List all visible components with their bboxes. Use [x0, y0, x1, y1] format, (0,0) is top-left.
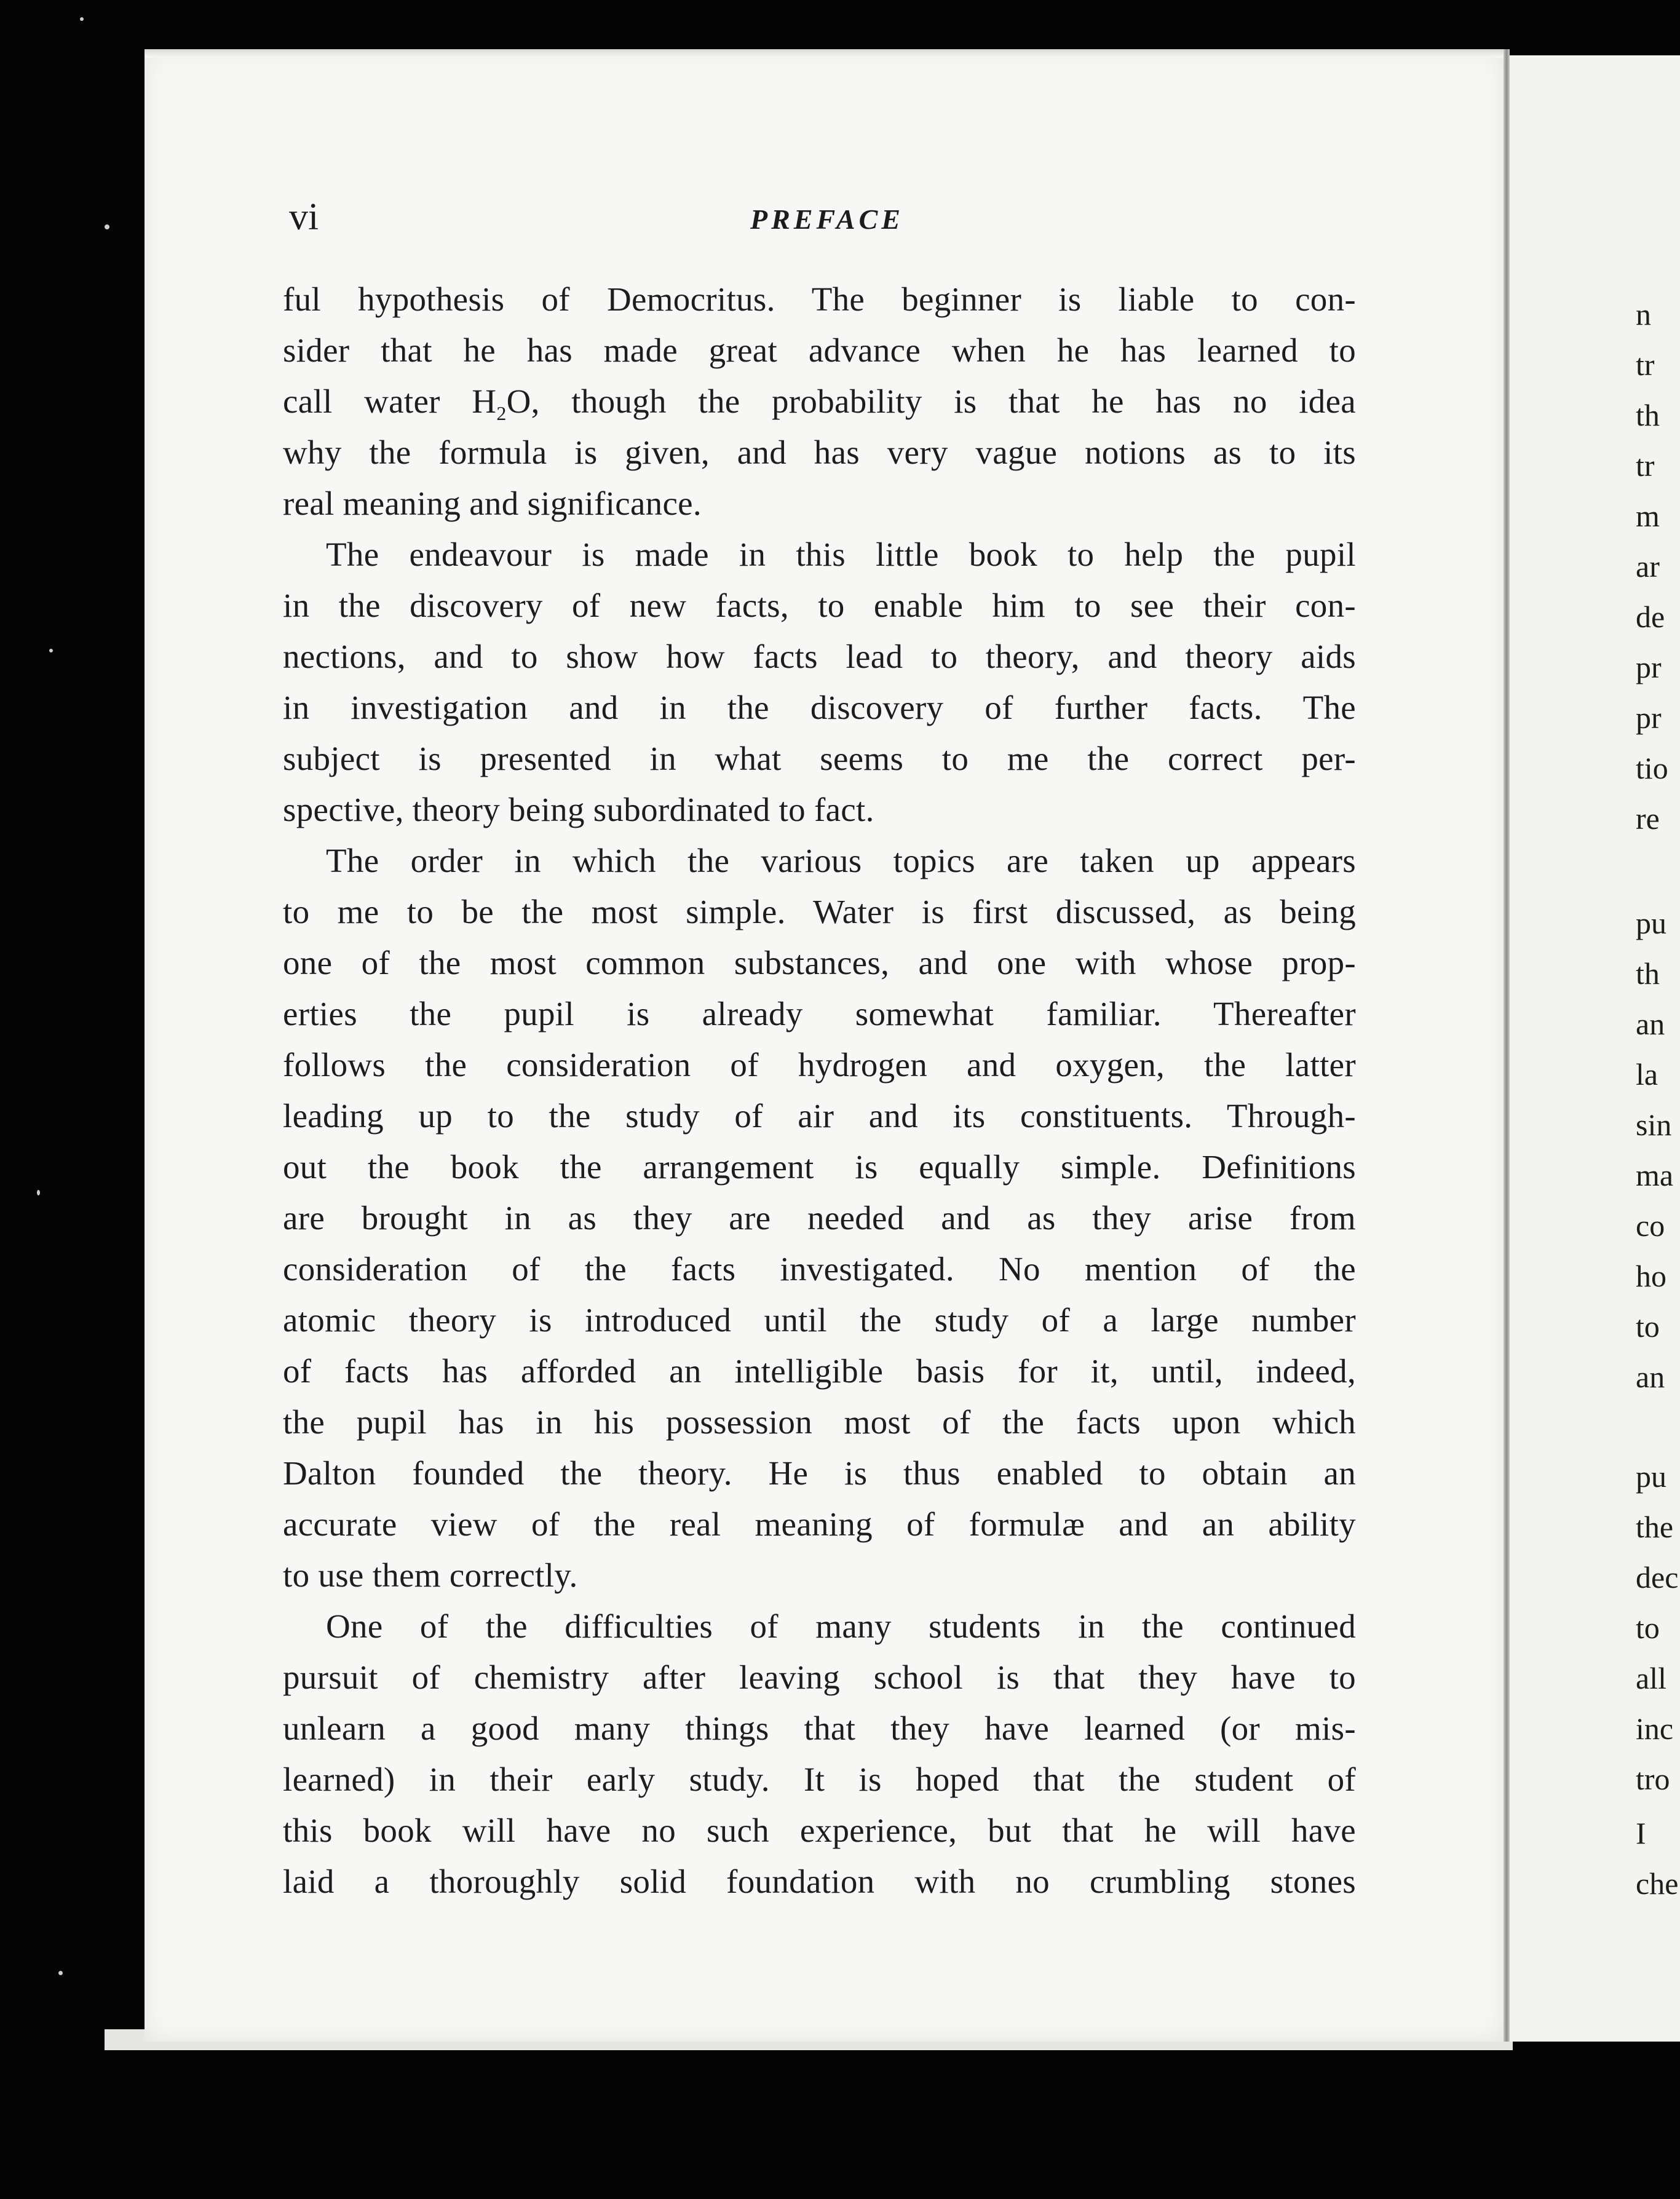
text-line: in investigation and in the discovery of further facts. The — [283, 689, 1356, 726]
right-fragment: pr — [1636, 700, 1662, 735]
formula-rest: O, though the probability is that he has no idea — [506, 382, 1356, 420]
right-fragment: co — [1636, 1208, 1665, 1243]
scan-speck — [49, 649, 53, 652]
text-line: leading up to the study of air and its constituents. Through- — [283, 1097, 1356, 1135]
text-line: to me to be the most simple. Water is first discussed, as being — [283, 893, 1356, 930]
right-fragment: inc — [1636, 1711, 1674, 1746]
paragraph-4 — [283, 1601, 1356, 1907]
text-line: consideration of the facts investigated. No mention of the — [283, 1250, 1356, 1288]
text-line: spective, theory being subordinated to fact. — [283, 791, 874, 828]
paragraph-1 — [283, 274, 1356, 529]
right-fragment: pr — [1636, 650, 1662, 684]
right-fragment: pu — [1636, 1459, 1666, 1494]
text-line: follows the consideration of hydrogen and oxygen, the latter — [283, 1046, 1356, 1084]
right-fragment: ar — [1636, 549, 1660, 584]
scan-speck — [105, 224, 109, 229]
right-fragment: re — [1636, 801, 1660, 836]
paragraph-3 — [283, 835, 1356, 1601]
text-line-with-formula — [283, 376, 1356, 427]
text-line: why the formula is given, and has very vague notions as to its — [283, 434, 1356, 471]
text-line: this book will have no such experience, but that he will have — [283, 1812, 1356, 1849]
book-gutter — [1504, 49, 1510, 2042]
text-line: pursuit of chemistry after leaving school is that they have to — [283, 1658, 1356, 1696]
right-fragment: th — [1636, 398, 1660, 432]
text-line: out the book the arrangement is equally simple. Definitions — [283, 1148, 1356, 1186]
right-fragment: tro — [1636, 1762, 1670, 1796]
paragraph-2 — [283, 529, 1356, 835]
right-fragment: to — [1636, 1611, 1660, 1645]
formula-prefix: call water H — [283, 382, 497, 420]
right-fragment: ho — [1636, 1259, 1666, 1293]
text-line: laid a thoroughly solid foundation with no crumbling stones — [283, 1863, 1356, 1900]
text-line: to use them correctly. — [283, 1556, 578, 1594]
scan-speck — [37, 1190, 40, 1195]
right-fragment: to — [1636, 1309, 1660, 1344]
right-fragment: dec — [1636, 1560, 1679, 1595]
right-fragment: tr — [1636, 448, 1655, 483]
right-fragment: ma — [1636, 1158, 1674, 1192]
right-fragment: sin — [1636, 1107, 1672, 1142]
right-fragment: tio — [1636, 751, 1668, 785]
right-fragment: the — [1636, 1510, 1674, 1544]
right-fragment: che — [1636, 1866, 1679, 1901]
text-line: of facts has afforded an intelligible basis for it, until, indeed, — [283, 1352, 1356, 1390]
right-fragment: de — [1636, 600, 1665, 634]
text-line: ful hypothesis of Democritus. The beginner is liable to con- — [283, 280, 1356, 318]
text-line: nections, and to show how facts lead to theory, and theory aids — [283, 638, 1356, 675]
scan-speck — [80, 17, 84, 21]
right-fragment: la — [1636, 1057, 1658, 1092]
text-line: One of the difficulties of many students in the continued — [326, 1607, 1356, 1645]
running-head-title: PREFACE — [750, 204, 904, 235]
text-line: one of the most common substances, and one with whose prop- — [283, 944, 1356, 981]
text-line: in the discovery of new facts, to enable him to see their con- — [283, 587, 1356, 624]
page-number: vi — [289, 196, 319, 238]
right-fragment: pu — [1636, 906, 1666, 940]
running-head — [289, 196, 1359, 245]
right-fragment: an — [1636, 1007, 1665, 1041]
preface-body — [283, 274, 1356, 1907]
right-fragment: n — [1636, 297, 1651, 331]
text-line: unlearn a good many things that they have learned (or mis- — [283, 1710, 1356, 1747]
right-fragment: all — [1636, 1661, 1666, 1695]
text-line: The endeavour is made in this little book to help the pupil — [326, 536, 1356, 573]
text-line: learned) in their early study. It is hoped that the student of — [283, 1761, 1356, 1798]
text-line: real meaning and significance. — [283, 485, 702, 522]
text-line: subject is presented in what seems to me the correct per- — [283, 740, 1356, 777]
right-fragment: I — [1636, 1816, 1646, 1850]
text-line: atomic theory is introduced until the study of a large number — [283, 1301, 1356, 1339]
text-line: Dalton founded the theory. He is thus enabled to obtain an — [283, 1454, 1356, 1492]
text-line: erties the pupil is already somewhat familiar. Thereafter — [283, 995, 1356, 1032]
text-line: sider that he has made great advance when he has learned to — [283, 331, 1356, 369]
text-line: accurate view of the real meaning of formulæ and an ability — [283, 1505, 1356, 1543]
scan-speck — [58, 1971, 63, 1975]
right-fragment: m — [1636, 499, 1660, 533]
text-line: The order in which the various topics are taken up appears — [326, 842, 1356, 879]
right-fragment: an — [1636, 1360, 1665, 1394]
right-fragment: th — [1636, 956, 1660, 991]
formula-subscript: 2 — [496, 402, 507, 424]
text-line: are brought in as they are needed and as they arise from — [283, 1199, 1356, 1237]
text-line: the pupil has in his possession most of the facts upon which — [283, 1403, 1356, 1441]
right-fragment: tr — [1636, 347, 1655, 382]
